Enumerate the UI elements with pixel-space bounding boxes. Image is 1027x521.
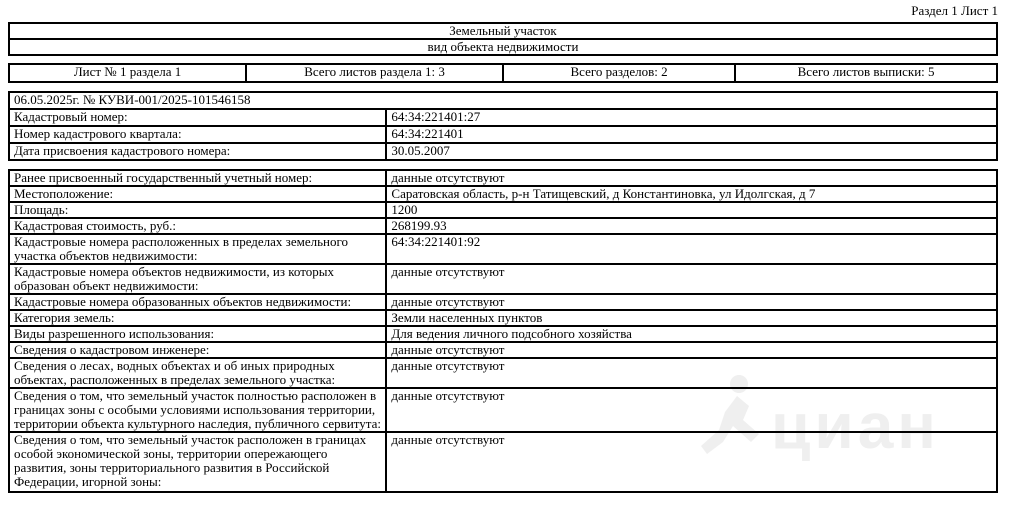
row-value: данные отсутствуют <box>386 342 997 358</box>
table-row <box>9 218 997 234</box>
table-row <box>9 126 997 143</box>
table-row <box>9 202 997 218</box>
row-value: 64:34:221401 <box>386 126 997 143</box>
row-label: Ранее присвоенный государственный учетный номер: <box>9 170 386 186</box>
row-value: данные отсутствуют <box>386 358 997 388</box>
row-label: Кадастровая стоимость, руб.: <box>9 218 386 234</box>
row-value: данные отсутствуют <box>386 388 997 432</box>
sheet-number-cell: Лист № 1 раздела 1 <box>9 64 246 82</box>
table-row <box>9 342 997 358</box>
object-type-title: Земельный участок <box>9 23 997 39</box>
table-row <box>9 109 997 126</box>
row-value: данные отсутствуют <box>386 294 997 310</box>
row-value: Земли населенных пунктов <box>386 310 997 326</box>
sections-total-cell: Всего разделов: 2 <box>503 64 735 82</box>
sheet-info-table <box>8 63 998 83</box>
row-value: 1200 <box>386 202 997 218</box>
row-label: Сведения о кадастровом инженере: <box>9 342 386 358</box>
section-sheets-total-cell: Всего листов раздела 1: 3 <box>246 64 503 82</box>
row-value: данные отсутствуют <box>386 432 997 492</box>
table-row <box>9 432 997 492</box>
cian-watermark-text: циан <box>771 390 940 462</box>
row-label: Кадастровые номера расположенных в пределах земельного участка объектов недвижимости: <box>9 234 386 264</box>
row-label: Номер кадастрового квартала: <box>9 126 386 143</box>
row-value: 268199.93 <box>386 218 997 234</box>
table-row <box>9 294 997 310</box>
table-row <box>9 388 997 432</box>
row-label: Кадастровый номер: <box>9 109 386 126</box>
table-row <box>9 358 997 388</box>
row-value: Для ведения личного подсобного хозяйства <box>386 326 997 342</box>
table-row <box>9 23 997 39</box>
table-row <box>9 186 997 202</box>
row-label: Кадастровые номера образованных объектов недвижимости: <box>9 294 386 310</box>
extract-sheets-total-cell: Всего листов выписки: 5 <box>735 64 997 82</box>
table-row <box>9 234 997 264</box>
row-label: Сведения о лесах, водных объектах и об иных природных объектах, расположенных в пределах земельного участка: <box>9 358 386 388</box>
table-row <box>9 326 997 342</box>
row-label: Виды разрешенного использования: <box>9 326 386 342</box>
table-row <box>9 264 997 294</box>
table-row <box>9 39 997 55</box>
row-label: Местоположение: <box>9 186 386 202</box>
document-number: 06.05.2025г. № КУВИ-001/2025-101546158 <box>9 92 997 109</box>
row-value: Саратовская область, р-н Татищевский, д Константиновка, ул Идолгская, д 7 <box>386 186 997 202</box>
document-body <box>8 3 998 493</box>
table-row <box>9 143 997 160</box>
section-sheet-label: Раздел 1 Лист 1 <box>911 3 998 18</box>
row-label: Дата присвоения кадастрового номера: <box>9 143 386 160</box>
table-row <box>9 64 997 82</box>
object-type-header-table <box>8 22 998 56</box>
row-value: данные отсутствуют <box>386 170 997 186</box>
row-value: 64:34:221401:92 <box>386 234 997 264</box>
row-label: Категория земель: <box>9 310 386 326</box>
row-label: Сведения о том, что земельный участок расположен в границах особой экономической зоны, территории опережающего развития, зоны территориального развития в Российской Федерации, игорной зоны: <box>9 432 386 492</box>
row-value: 64:34:221401:27 <box>386 109 997 126</box>
object-type-subtitle: вид объекта недвижимости <box>9 39 997 55</box>
table-row <box>9 310 997 326</box>
row-label: Кадастровые номера объектов недвижимости, из которых образован объект недвижимости: <box>9 264 386 294</box>
details-table <box>8 169 998 493</box>
row-value: данные отсутствуют <box>386 264 997 294</box>
row-label: Площадь: <box>9 202 386 218</box>
table-row <box>9 92 997 109</box>
row-value: 30.05.2007 <box>386 143 997 160</box>
table-row <box>9 170 997 186</box>
row-label: Сведения о том, что земельный участок полностью расположен в границах зоны с особыми условиями использования территории, территории объекта культурного наследия, публичного сервитута: <box>9 388 386 432</box>
cadastral-number-table <box>8 91 998 161</box>
